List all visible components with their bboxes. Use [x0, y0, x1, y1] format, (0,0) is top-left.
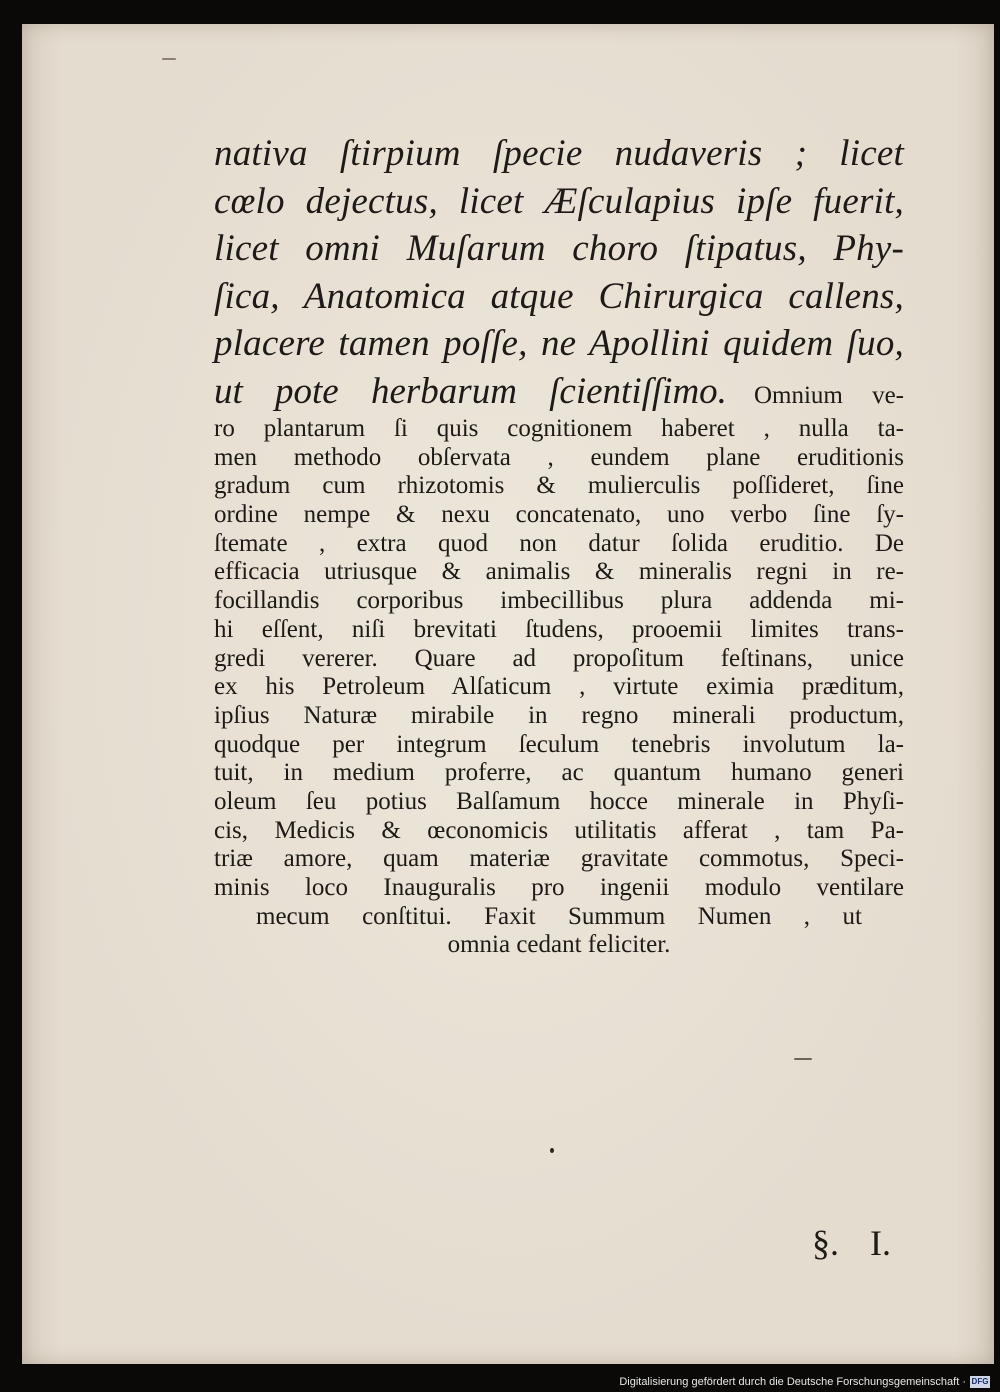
- digitization-footer: [619, 1376, 990, 1388]
- dfg-logo-icon: DFG: [971, 1377, 989, 1386]
- text-line: ſtemate , extra quod non datur ſolida eruditio. De: [214, 529, 904, 557]
- italic-line: ſica, Anatomica atque Chirurgica callens,: [214, 275, 904, 317]
- footer-text: Digitalisierung gefördert durch die Deutsche Forschungsgemeinschaft ·: [619, 1376, 966, 1388]
- text-line: ordine nempe & nexu concatenato, uno verbo ſine ſy-: [214, 501, 904, 529]
- text-line: oleum ſeu potius Balſamum hocce minerale in Phyſi-: [214, 787, 904, 815]
- text-line: ipſius Naturæ mirabile in regno minerali productum,: [214, 701, 904, 729]
- text-line: cis, Medicis & œconomicis utilitatis afferat , tam Pa-: [214, 816, 904, 844]
- italic-line: placere tamen poſſe, ne Apollini quidem ſuo,: [214, 323, 904, 364]
- text-line: ex his Petroleum Alſaticum , virtute eximia præditum,: [214, 673, 904, 701]
- catchword: §. I.: [812, 1223, 891, 1263]
- text-line: men methodo obſervata , eundem plane eruditionis: [214, 443, 904, 471]
- text-line: efficacia utriusque & animalis & mineralis regni in re-: [214, 558, 904, 586]
- book-page: [22, 24, 994, 1364]
- text-line: hi eſſent, niſi brevitati ſtudens, prooemii limites trans-: [214, 615, 904, 643]
- text-line: ro plantarum ſi quis cognitionem haberet , nulla ta-: [214, 415, 904, 442]
- text-line: gradum cum rhizotomis & mulierculis poſſideret, ſine: [214, 472, 904, 500]
- paper-speck: [794, 1058, 812, 1060]
- italic-line: cœlo dejectus, licet Æſculapius ipſe fuerit,: [214, 180, 904, 222]
- closing-line: mecum conſtitui. Faxit Summum Numen , ut: [256, 902, 862, 930]
- italic-line: nativa ſtirpium ſpecie nudaveris ; licet: [214, 133, 904, 174]
- mixed-line: [214, 368, 904, 416]
- text-line: minis loco Inauguralis pro ingenii modulo ventilare: [214, 874, 904, 901]
- italic-line: licet omni Muſarum choro ſtipatus, Phy-: [214, 228, 904, 269]
- text-line: focillandis corporibus imbecillibus plura addenda mi-: [214, 587, 904, 615]
- mixed-line-italic: ut pote herbarum ſcientiſſimo.: [214, 370, 727, 412]
- text-line: tuit, in medium proferre, ac quantum humano generi: [214, 759, 904, 787]
- paper-speck: [162, 58, 176, 60]
- text-line: quodque per integrum ſeculum tenebris involutum la-: [214, 730, 904, 758]
- page-text: [214, 130, 904, 960]
- mixed-line-roman: Omnium ve-: [753, 381, 904, 409]
- closing-line-final: omnia cedant feliciter.: [447, 931, 671, 959]
- text-line: triæ amore, quam materiæ gravitate commotus, Speci-: [214, 845, 904, 873]
- paper-speck: [550, 1148, 554, 1153]
- text-line: gredi vererer. Quare ad propoſitum feſtinans, unice: [214, 644, 904, 672]
